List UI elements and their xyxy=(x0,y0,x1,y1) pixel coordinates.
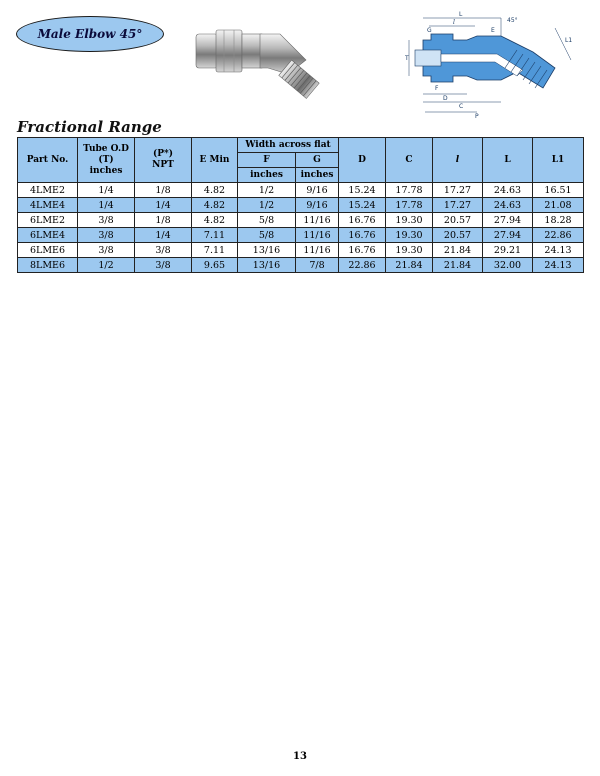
table-cell: 1/4 xyxy=(78,183,135,198)
table-cell: 4.82 xyxy=(192,213,238,228)
table-cell: 3/8 xyxy=(78,213,135,228)
label-C: C xyxy=(459,103,464,110)
table-cell: 17.78 xyxy=(386,183,433,198)
table-cell: 3/8 xyxy=(135,243,192,258)
table-cell: 11/16 xyxy=(296,228,339,243)
label-E: E xyxy=(491,27,495,34)
table-cell: 17.27 xyxy=(433,183,483,198)
table-cell: 21.84 xyxy=(433,258,483,273)
table-cell: 32.00 xyxy=(483,258,533,273)
label-D: D xyxy=(443,95,448,102)
table-cell: 11/16 xyxy=(296,213,339,228)
table-cell: 8LME6 xyxy=(18,258,78,273)
product-title-badge xyxy=(16,16,164,52)
table-row xyxy=(18,183,584,198)
table-cell: 29.21 xyxy=(483,243,533,258)
table-cell: 27.94 xyxy=(483,228,533,243)
table-row xyxy=(18,258,584,273)
header-e-min: E Min xyxy=(192,138,238,183)
fractional-range-table xyxy=(17,137,584,273)
table-cell: 21.84 xyxy=(433,243,483,258)
label-L1: L1 xyxy=(565,37,573,44)
table-cell: 4.82 xyxy=(192,183,238,198)
table-cell: 19.30 xyxy=(386,243,433,258)
table-cell: 4.82 xyxy=(192,198,238,213)
table-cell: 4LME4 xyxy=(18,198,78,213)
label-F: F xyxy=(435,85,439,92)
table-cell: 15.24 xyxy=(339,198,386,213)
header-l1: L1 xyxy=(533,138,584,183)
table-cell: 24.13 xyxy=(533,258,584,273)
header-part-no: Part No. xyxy=(18,138,78,183)
label-angle: 45° xyxy=(507,17,518,24)
header-d: D xyxy=(339,138,386,183)
table-cell: 16.76 xyxy=(339,228,386,243)
table-cell: 7.11 xyxy=(192,228,238,243)
table-row xyxy=(18,213,584,228)
header-g: G xyxy=(296,153,339,168)
label-G: G xyxy=(427,27,432,34)
section-title: Fractional Range xyxy=(17,118,162,136)
table-cell: 1/8 xyxy=(135,183,192,198)
header-tube-od: Tube O.D (T) inches xyxy=(78,138,135,183)
table-cell: 19.30 xyxy=(386,228,433,243)
table-cell: 22.86 xyxy=(533,228,584,243)
label-T: T xyxy=(405,55,409,62)
header-l-big: L xyxy=(483,138,533,183)
header-c: C xyxy=(386,138,433,183)
table-cell: 20.57 xyxy=(433,213,483,228)
header-npt: (P*) NPT xyxy=(135,138,192,183)
table-cell: 5/8 xyxy=(238,213,296,228)
table-cell: 17.78 xyxy=(386,198,433,213)
table-cell: 18.28 xyxy=(533,213,584,228)
table-cell: 1/4 xyxy=(135,228,192,243)
table-cell: 5/8 xyxy=(238,228,296,243)
table-cell: 21.08 xyxy=(533,198,584,213)
header-width-across-flat: Width across flat xyxy=(238,138,339,153)
table-cell: 19.30 xyxy=(386,213,433,228)
table-cell: 13/16 xyxy=(238,258,296,273)
table-cell: 6LME4 xyxy=(18,228,78,243)
table-cell: 20.57 xyxy=(433,228,483,243)
table-body xyxy=(18,183,584,273)
table-cell: 1/4 xyxy=(135,198,192,213)
table-cell: 9/16 xyxy=(296,183,339,198)
header-g-unit: inches xyxy=(296,168,339,183)
table-cell: 7.11 xyxy=(192,243,238,258)
table-cell: 1/4 xyxy=(78,198,135,213)
table-cell: 3/8 xyxy=(78,243,135,258)
table-cell: 16.76 xyxy=(339,213,386,228)
table-cell: 1/2 xyxy=(238,183,296,198)
table-cell: 4LME2 xyxy=(18,183,78,198)
table-cell: 3/8 xyxy=(78,228,135,243)
fitting-photo xyxy=(188,12,348,102)
table-row xyxy=(18,228,584,243)
label-L: L xyxy=(459,11,463,18)
table-cell: 1/2 xyxy=(238,198,296,213)
table-cell: 1/8 xyxy=(135,213,192,228)
label-P: P xyxy=(475,113,479,120)
table-row xyxy=(18,243,584,258)
table-cell: 9/16 xyxy=(296,198,339,213)
table-cell: 13/16 xyxy=(238,243,296,258)
table-cell: 6LME6 xyxy=(18,243,78,258)
header-l-small: l xyxy=(433,138,483,183)
table-cell: 7/8 xyxy=(296,258,339,273)
header-f: F xyxy=(238,153,296,168)
table-cell: 9.65 xyxy=(192,258,238,273)
table-cell: 21.84 xyxy=(386,258,433,273)
table-cell: 16.51 xyxy=(533,183,584,198)
dimension-drawing xyxy=(405,10,575,120)
table-cell: 3/8 xyxy=(135,258,192,273)
product-title: Male Elbow 45° xyxy=(37,27,143,41)
header-f-unit: inches xyxy=(238,168,296,183)
label-l: l xyxy=(453,19,455,26)
table-cell: 6LME2 xyxy=(18,213,78,228)
table-row xyxy=(18,198,584,213)
table-cell: 27.94 xyxy=(483,213,533,228)
table-cell: 22.86 xyxy=(339,258,386,273)
table-cell: 16.76 xyxy=(339,243,386,258)
table-cell: 24.13 xyxy=(533,243,584,258)
page-number: 13 xyxy=(293,751,307,762)
table-cell: 1/2 xyxy=(78,258,135,273)
table-cell: 17.27 xyxy=(433,198,483,213)
table-cell: 15.24 xyxy=(339,183,386,198)
table-cell: 24.63 xyxy=(483,183,533,198)
table-cell: 11/16 xyxy=(296,243,339,258)
table-cell: 24.63 xyxy=(483,198,533,213)
